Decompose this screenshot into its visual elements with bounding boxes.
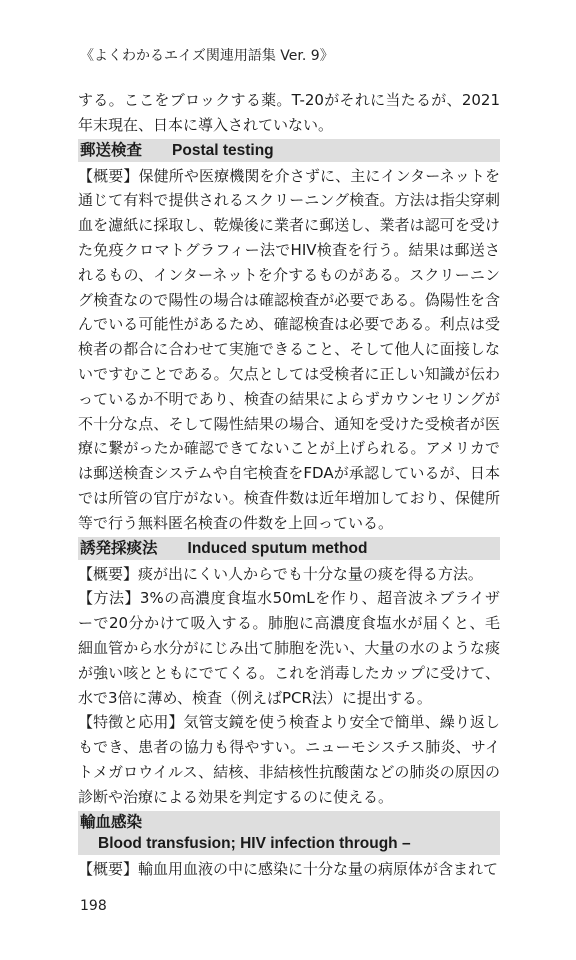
- entry-paragraph: 【特徴と応用】気管支鏡を使う検査より安全で簡単、繰り返しもでき、患者の協力も得やすい。ニューモシスチス肺炎、サイトメガロウイルス、結核、非結核性抗酸菌などの肺炎の原因の診断や治療による効果を判定するのに使える。: [78, 713, 500, 806]
- entry-paragraph: 【概要】痰が出にくい人からでも十分な量の痰を得る方法。: [78, 564, 483, 583]
- term-ja: 誘発採痰法: [80, 538, 158, 557]
- entry-paragraph: 【概要】保健所や医療機関を介さずに、主にインターネットを通じて有料で提供されるスクリーニング検査。方法は指尖穿刺血を濾紙に採取し、乾燥後に業者に郵送し、業者は認可を受けた免疫クロマトグラフィー法でHIV検査を行う。結果は郵送されるもの、インターネットを介するものがある。スクリーニング検査なので陽性の場合は確認検査が必要である。偽陽性を含んでいる可能性があるため、確認検査は必要である。利点は受検者の都合に合わせて実施できること、そして他人に面接しないですむことである。欠点としては受検者に正しい知識が伝わっているか不明であり、検査の結果によらずカウンセリングが不十分な点、そして陽性結果の場合、通知を受けた受検者が医療に繋がったか確認できてないことが上げられる。アメリカでは郵送検査システムや自宅検査をFDAが承認しているが、日本では所管の官庁がない。検査件数は近年増加しており、保健所等で行う無料匿名検査の件数を上回っている。: [78, 166, 500, 532]
- page-body: [78, 88, 500, 881]
- term-ja: 郵送検査: [80, 140, 143, 159]
- term-en: Induced sputum method: [187, 539, 368, 557]
- running-header: 《よくわかるエイズ関連用語集 Ver. 9》: [80, 48, 334, 64]
- term-en: Blood transfusion; HIV infection through –: [98, 834, 411, 852]
- entry-paragraph: 【概要】輸血用血液の中に感染に十分な量の病原体が含まれて: [78, 859, 499, 878]
- entry-paragraph: 【方法】3%の高濃度食塩水50mLを作り、超音波ネブライザーで20分かけて吸入する。肺胞に高濃度食塩水が届くと、毛細血管から水分がにじみ出て肺胞を洗い、大量の水のような痰が強い咳とともにでてくる。これを消毒したカップに受けて、水で3倍に薄め、検査（例えばPCR法）に提出する。: [78, 589, 500, 707]
- term-heading: [78, 537, 500, 560]
- term-heading: [78, 139, 500, 162]
- page-number: 198: [80, 898, 107, 914]
- intro-paragraph: する。ここをブロックする薬。T-20がそれに当たるが、2021年末現在、日本に導入されていない。: [78, 91, 500, 134]
- term-ja: 輸血感染: [80, 812, 143, 831]
- term-en: Postal testing: [172, 141, 274, 159]
- term-heading: [78, 811, 500, 855]
